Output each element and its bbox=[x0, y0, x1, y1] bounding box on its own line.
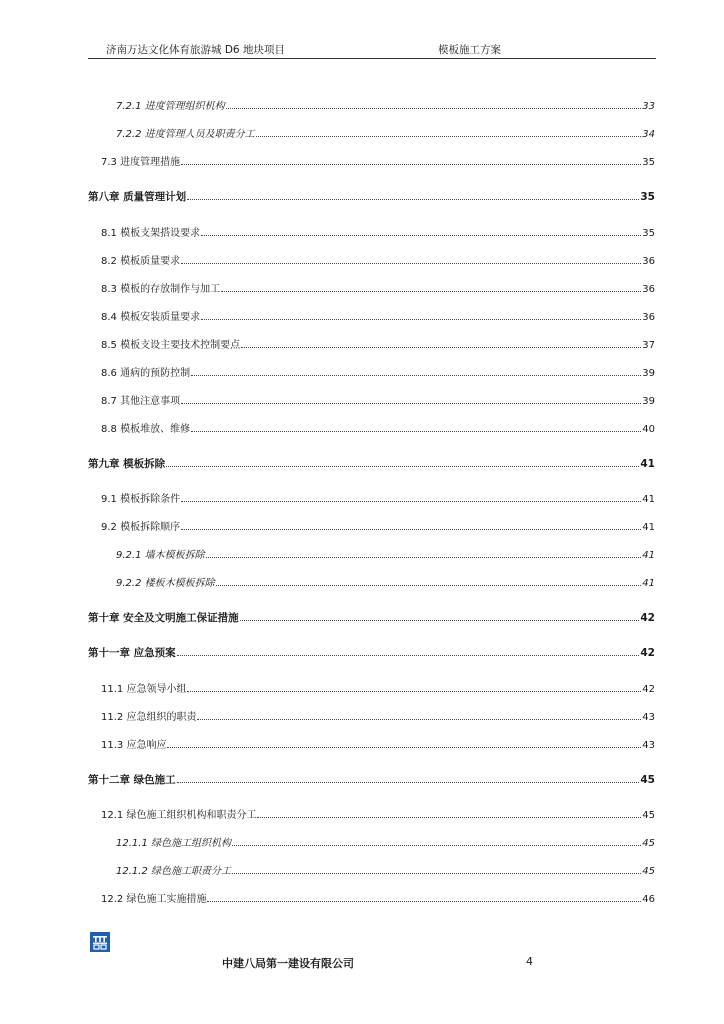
toc-entry-page: 35 bbox=[640, 191, 655, 203]
toc-dot-leader bbox=[226, 97, 642, 109]
toc-dot-leader bbox=[191, 420, 641, 432]
toc-dot-leader bbox=[187, 680, 641, 692]
toc-entry[interactable] bbox=[101, 336, 655, 352]
toc-entry-page: 36 bbox=[642, 312, 655, 323]
toc-entry-page: 45 bbox=[642, 866, 655, 877]
toc-dot-leader bbox=[177, 771, 640, 783]
toc-entry[interactable] bbox=[116, 834, 655, 850]
toc-dot-leader bbox=[201, 224, 641, 236]
header-document-title: 模板施工方案 bbox=[438, 44, 501, 56]
toc-dot-leader bbox=[191, 364, 641, 376]
toc-entry[interactable] bbox=[101, 708, 655, 724]
toc-entry-page: 42 bbox=[642, 684, 655, 695]
toc-entry-title: 12.1.2 绿色施工职责分工 bbox=[116, 866, 231, 877]
toc-entry[interactable] bbox=[101, 224, 655, 240]
toc-dot-leader bbox=[207, 890, 641, 902]
toc-dot-leader bbox=[216, 574, 642, 586]
toc-entry-page: 35 bbox=[642, 157, 655, 168]
toc-entry[interactable] bbox=[116, 546, 655, 562]
toc-entry-title: 8.1 模板支架搭设要求 bbox=[101, 228, 201, 239]
toc-entry[interactable] bbox=[116, 862, 655, 878]
toc-dot-leader bbox=[181, 252, 641, 264]
toc-entry-title: 7.2.1 进度管理组织机构 bbox=[116, 101, 225, 112]
toc-entry-page: 33 bbox=[642, 101, 655, 112]
toc-dot-leader bbox=[166, 455, 639, 467]
toc-dot-leader bbox=[206, 546, 642, 558]
toc-entry-title: 第十章 安全及文明施工保证措施 bbox=[88, 612, 239, 624]
toc-dot-leader bbox=[221, 280, 641, 292]
toc-entry-title: 第十一章 应急预案 bbox=[88, 647, 176, 659]
toc-entry-title: 8.3 模板的存放制作与加工 bbox=[101, 284, 221, 295]
toc-entry-page: 45 bbox=[640, 774, 655, 786]
toc-entry-title: 第十二章 绿色施工 bbox=[88, 774, 176, 786]
toc-entry[interactable] bbox=[101, 364, 655, 380]
toc-entry-page: 41 bbox=[642, 522, 655, 533]
toc-entry-title: 11.3 应急响应 bbox=[101, 740, 167, 751]
toc-entry[interactable] bbox=[101, 806, 655, 822]
toc-entry[interactable] bbox=[101, 518, 655, 534]
toc-dot-leader bbox=[167, 736, 641, 748]
toc-entry-title: 8.8 模板堆放、维修 bbox=[101, 424, 191, 435]
toc-entry-title: 8.4 模板安装质量要求 bbox=[101, 312, 201, 323]
toc-dot-leader bbox=[181, 490, 641, 502]
toc-entry-page: 41 bbox=[642, 550, 655, 561]
toc-dot-leader bbox=[181, 518, 641, 530]
toc-entry[interactable] bbox=[101, 680, 655, 696]
toc-dot-leader bbox=[257, 806, 641, 818]
toc-entry-page: 39 bbox=[642, 368, 655, 379]
toc-entry[interactable] bbox=[88, 644, 655, 660]
toc-entry-page: 39 bbox=[642, 396, 655, 407]
toc-dot-leader bbox=[181, 153, 641, 165]
toc-entry-title: 12.1 绿色施工组织机构和职责分工 bbox=[101, 810, 257, 821]
toc-dot-leader bbox=[181, 392, 641, 404]
cscec-logo-icon bbox=[90, 932, 110, 952]
toc-entry[interactable] bbox=[116, 574, 655, 590]
toc-dot-leader bbox=[256, 125, 642, 137]
toc-entry[interactable] bbox=[116, 97, 655, 113]
toc-entry[interactable] bbox=[101, 490, 655, 506]
toc-entry[interactable] bbox=[101, 252, 655, 268]
toc-entry-page: 36 bbox=[642, 256, 655, 267]
toc-entry[interactable] bbox=[88, 455, 655, 471]
toc-entry-title: 11.2 应急组织的职责 bbox=[101, 712, 197, 723]
toc-dot-leader bbox=[241, 336, 641, 348]
header-project-name: 济南万达文化体育旅游城 D6 地块项目 bbox=[106, 44, 285, 56]
toc-entry-page: 41 bbox=[640, 458, 655, 470]
toc-entry[interactable] bbox=[101, 420, 655, 436]
toc-entry-page: 37 bbox=[642, 340, 655, 351]
toc-dot-leader bbox=[232, 862, 641, 874]
toc-entry-title: 9.2 模板拆除顺序 bbox=[101, 522, 181, 533]
toc-entry[interactable] bbox=[101, 392, 655, 408]
toc-dot-leader bbox=[232, 834, 641, 846]
toc-entry-title: 9.1 模板拆除条件 bbox=[101, 494, 181, 505]
toc-entry[interactable] bbox=[88, 771, 655, 787]
toc-entry[interactable] bbox=[101, 890, 655, 906]
toc-entry-page: 45 bbox=[642, 810, 655, 821]
toc-entry-title: 第八章 质量管理计划 bbox=[88, 191, 187, 203]
toc-dot-leader bbox=[197, 708, 641, 720]
toc-entry[interactable] bbox=[101, 153, 655, 169]
toc-entry-page: 45 bbox=[642, 838, 655, 849]
toc-entry-title: 8.2 模板质量要求 bbox=[101, 256, 181, 267]
toc-entry[interactable] bbox=[101, 280, 655, 296]
toc-entry-title: 12.1.1 绿色施工组织机构 bbox=[116, 838, 231, 849]
toc-entry-title: 9.2.2 楼板木模板拆除 bbox=[116, 578, 215, 589]
toc-entry-title: 11.1 应急领导小组 bbox=[101, 684, 187, 695]
toc-entry-title: 12.2 绿色施工实施措施 bbox=[101, 894, 207, 905]
toc-entry-title: 9.2.1 墙木模板拆除 bbox=[116, 550, 205, 561]
footer-page-number: 4 bbox=[526, 955, 533, 968]
toc-dot-leader bbox=[201, 308, 641, 320]
toc-entry-page: 40 bbox=[642, 424, 655, 435]
footer-company-name: 中建八局第一建设有限公司 bbox=[222, 957, 354, 970]
toc-entry[interactable] bbox=[101, 308, 655, 324]
toc-entry-page: 34 bbox=[642, 129, 655, 140]
toc-entry-title: 7.3 进度管理措施 bbox=[101, 157, 181, 168]
toc-dot-leader bbox=[240, 609, 640, 621]
toc-entry-title: 8.7 其他注意事项 bbox=[101, 396, 181, 407]
toc-entry-page: 41 bbox=[642, 578, 655, 589]
toc-entry[interactable] bbox=[116, 125, 655, 141]
toc-entry-page: 41 bbox=[642, 494, 655, 505]
toc-entry-page: 42 bbox=[640, 647, 655, 659]
toc-entry-title: 7.2.2 进度管理人员及职责分工 bbox=[116, 129, 255, 140]
toc-entry-title: 第九章 模板拆除 bbox=[88, 458, 166, 470]
toc-entry-page: 35 bbox=[642, 228, 655, 239]
toc-entry[interactable] bbox=[101, 736, 655, 752]
toc-entry-title: 8.5 模板支设主要技术控制要点 bbox=[101, 340, 241, 351]
toc-dot-leader bbox=[187, 188, 639, 200]
toc-entry[interactable] bbox=[88, 188, 655, 204]
toc-entry-page: 43 bbox=[642, 740, 655, 751]
toc-entry-page: 43 bbox=[642, 712, 655, 723]
toc-entry-title: 8.6 通病的预防控制 bbox=[101, 368, 191, 379]
toc-entry-page: 42 bbox=[640, 612, 655, 624]
toc-dot-leader bbox=[177, 644, 640, 656]
toc-entry[interactable] bbox=[88, 609, 655, 625]
toc-entry-page: 46 bbox=[642, 894, 655, 905]
toc-entry-page: 36 bbox=[642, 284, 655, 295]
